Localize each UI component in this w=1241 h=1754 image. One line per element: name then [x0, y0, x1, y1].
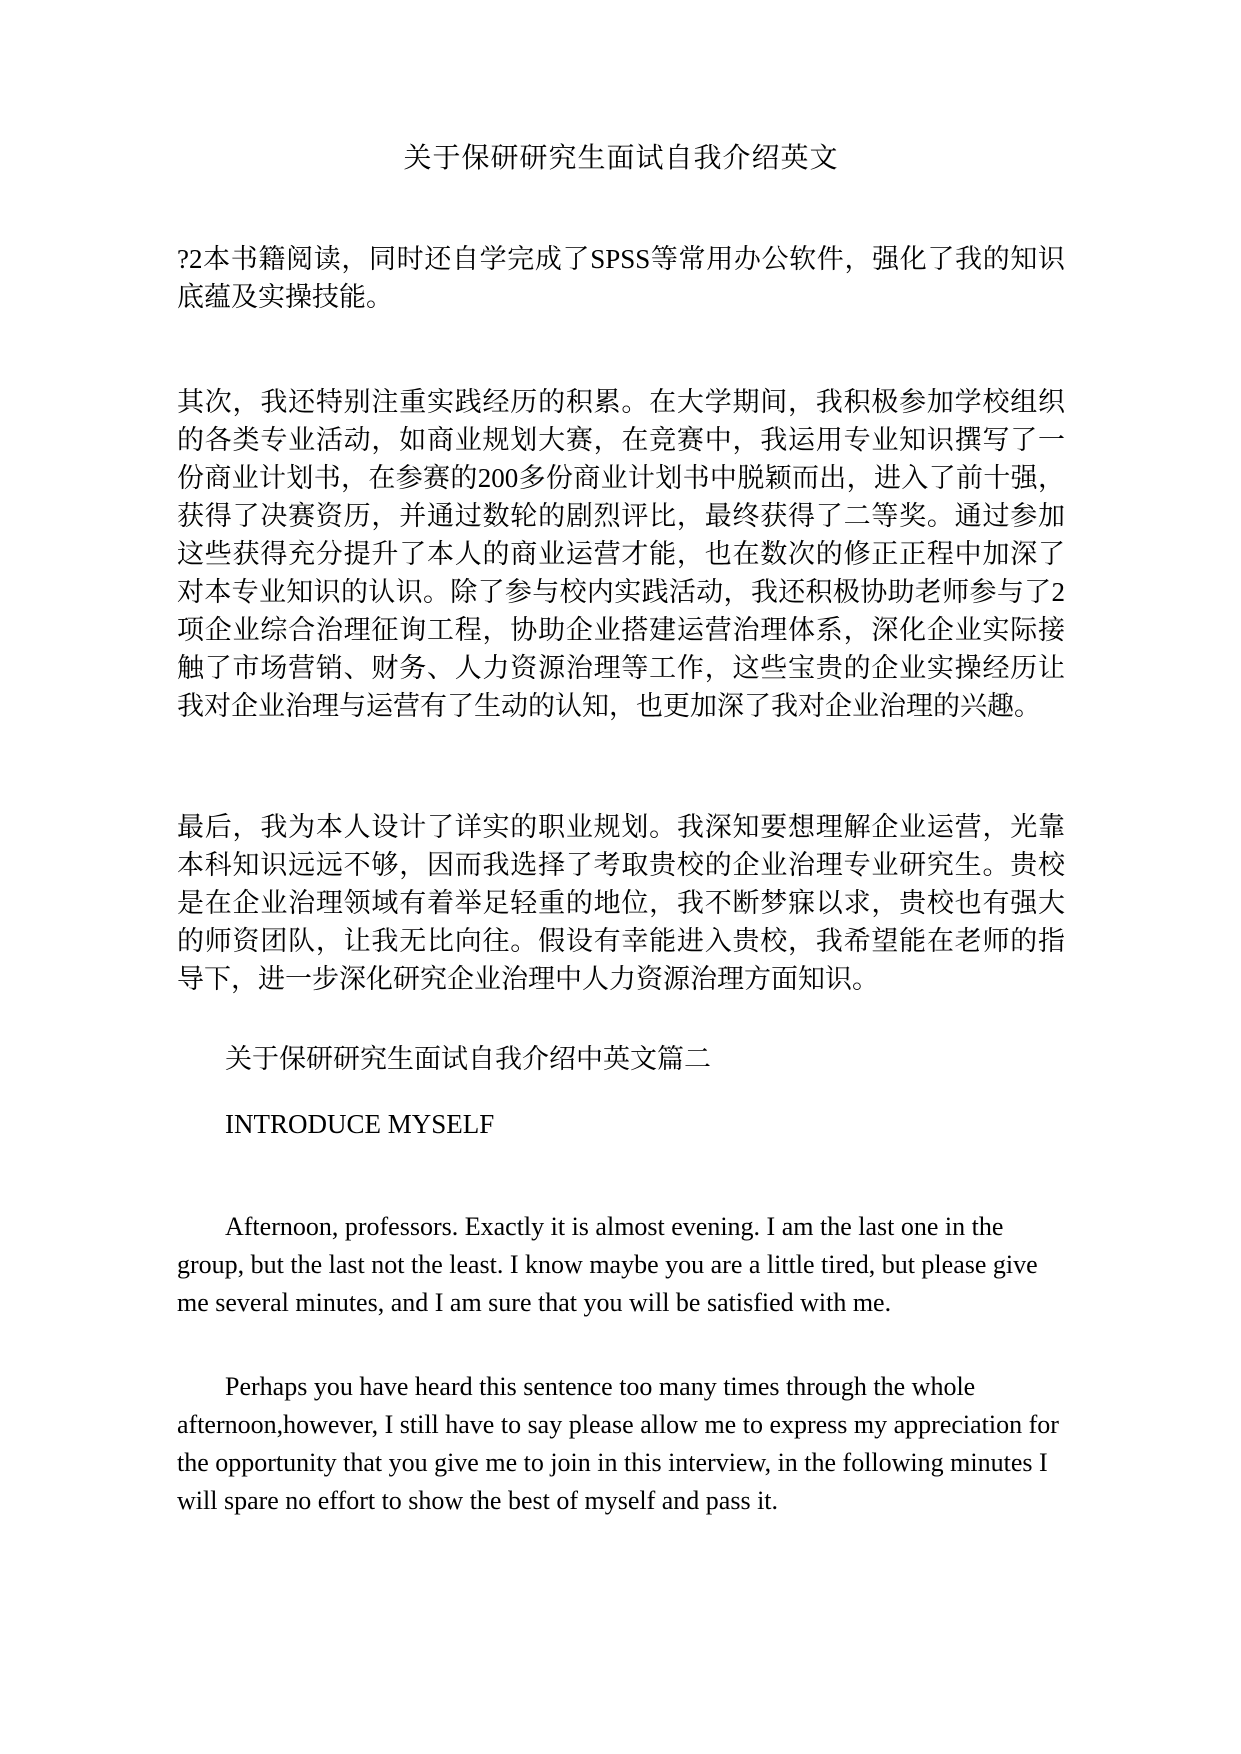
- document-title: 关于保研研究生面试自我介绍英文: [403, 143, 839, 174]
- paragraph-career-plan: 最后，我为本人设计了详实的职业规划。我深知要想理解企业运营，光靠本科知识远远不够，因而我选择了考取贵校的企业治理专业研究生。贵校是在企业治理领域有着举足轻重的地位，我不断梦寐以求，贵校也有强大的师资团队，让我无比向往。假设有幸能进入贵校，我希望能在老师的指导下，进一步深化研究企业治理中人力资源治理方面知识。: [177, 812, 1065, 994]
- section-subtitle: 关于保研研究生面试自我介绍中英文篇二: [225, 1044, 711, 1074]
- paragraph-english-appreciation: Perhaps you have heard this sentence too many times through the whole afternoon,however, I still have to say please allow me to express my appreciation for the opportunity that you give me to join in this interview, in the following minutes I will spare no effort to show the best of myself and pass it.: [177, 1372, 1059, 1515]
- paragraph-english-greeting: Afternoon, professors. Exactly it is almost evening. I am the last one in the group, but the last not the least. I know maybe you are a little tired, but please give me several minutes, and I am sure that you will be satisfied with me.: [177, 1212, 1038, 1317]
- english-section-heading: INTRODUCE MYSELF: [225, 1109, 495, 1139]
- paragraph-books-reading: ?2本书籍阅读，同时还自学完成了SPSS等常用办公软件，强化了我的知识底蕴及实操技能。: [177, 244, 1065, 312]
- paragraph-practice-experience: 其次，我还特别注重实践经历的积累。在大学期间，我积极参加学校组织的各类专业活动，如商业规划大赛，在竞赛中，我运用专业知识撰写了一份商业计划书，在参赛的200多份商业计划书中脱颖而出，进入了前十强，获得了决赛资历，并通过数轮的剧烈评比，最终获得了二等奖。通过参加这些获得充分提升了本人的商业运营才能，也在数次的修正正程中加深了对本专业知识的认识。除了参与校内实践活动，我还积极协助老师参与了2项企业综合治理征询工程，协助企业搭建运营治理体系，深化企业实际接触了市场营销、财务、人力资源治理等工作，这些宝贵的企业实操经历让我对企业治理与运营有了生动的认知，也更加深了我对企业治理的兴趣。: [177, 387, 1065, 721]
